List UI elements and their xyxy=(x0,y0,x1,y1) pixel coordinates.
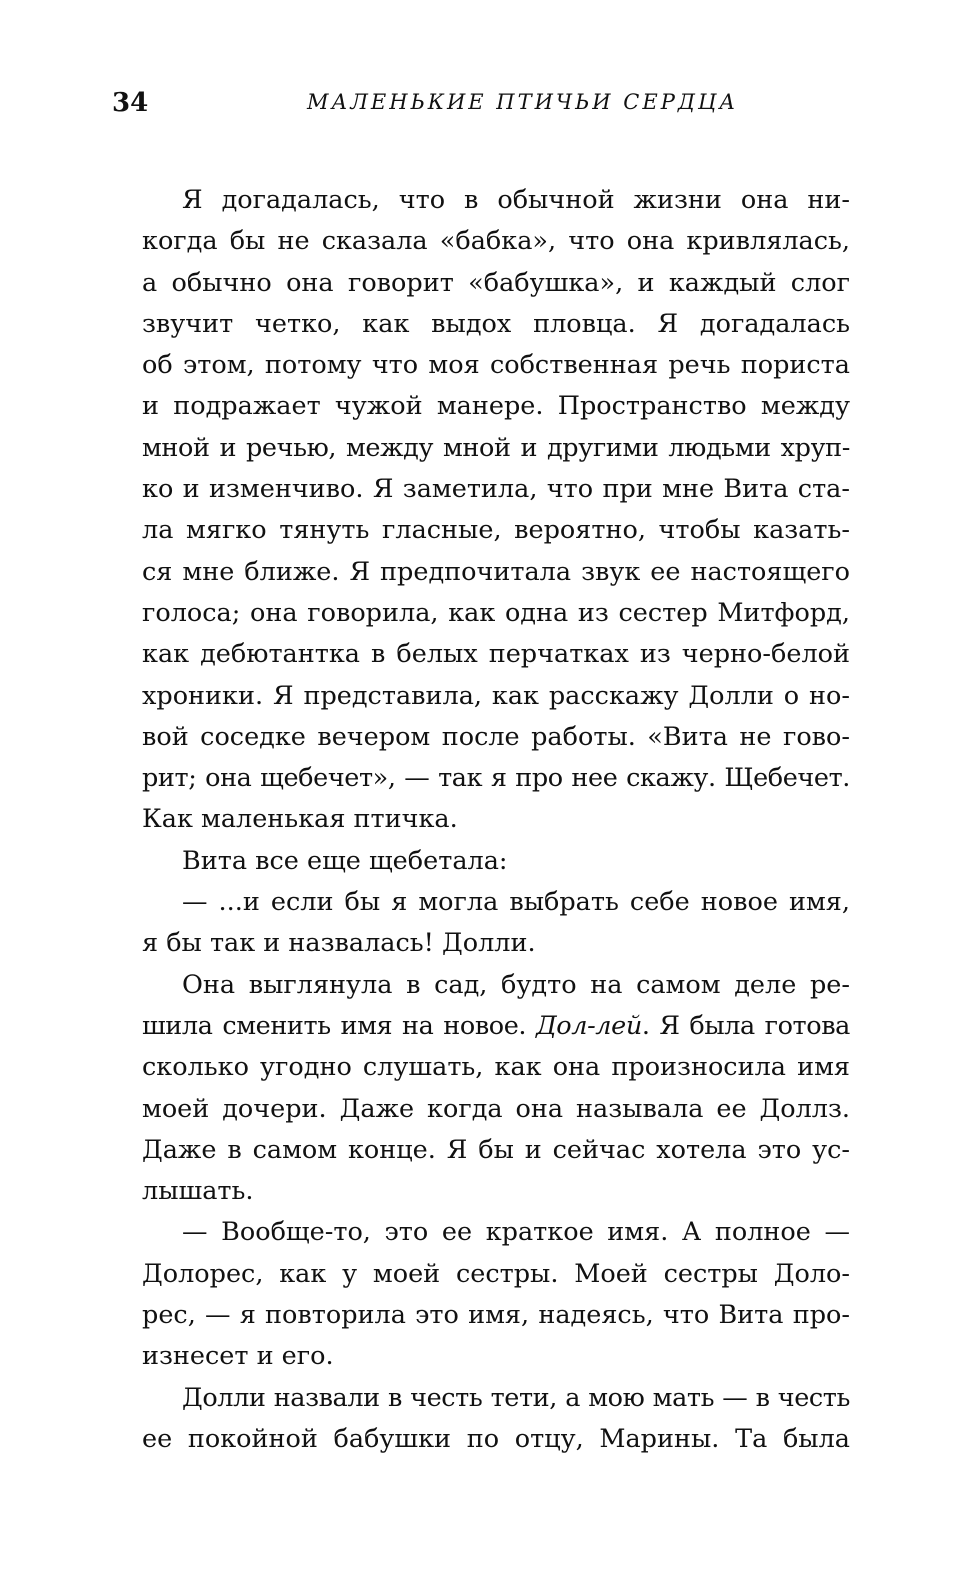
text-line: рит; она щебечет», — так я про нее скажу. Щебечет. xyxy=(142,763,850,794)
text-line: ся мне ближе. Я предпочитала звук ее настоящего xyxy=(142,556,850,587)
text-line: Долорес, как у моей сестры. Моей сестры Доло- xyxy=(142,1258,850,1289)
text-line: мной и речью, между мной и другими людьми хруп- xyxy=(142,432,850,463)
text-line: ла мягко тянуть гласные, вероятно, чтобы казать- xyxy=(142,515,850,546)
text-line: Даже в самом конце. Я бы и сейчас хотела это ус- xyxy=(142,1134,850,1165)
text-line: моей дочери. Даже когда она называла ее Доллз. xyxy=(142,1093,850,1124)
text-line: звучит четко, как выдох пловца. Я догадалась xyxy=(142,308,850,339)
text-line: ко и изменчиво. Я заметила, что при мне Вита ста- xyxy=(142,474,850,505)
text-line: когда бы не сказала «бабка», что она кривлялась, xyxy=(142,226,850,257)
text-line: Долли назвали в честь тети, а мою мать — в честь xyxy=(182,1382,850,1413)
text-line: как дебютантка в белых перчатках из черно-белой xyxy=(142,639,850,670)
running-title: МАЛЕНЬКИЕ ПТИЧЬИ СЕРДЦА xyxy=(307,90,739,114)
page-number: 34 xyxy=(112,88,149,118)
text-segment: шила сменить имя на новое. xyxy=(142,1010,536,1041)
text-line: я бы так и назвалась! Долли. xyxy=(142,928,536,959)
text-line: — ...и если бы я могла выбрать себе новое имя, xyxy=(182,887,850,918)
text-line: вой соседке вечером после работы. «Вита не гово- xyxy=(142,721,850,752)
text-line: ее покойной бабушки по отцу, Марины. Та была xyxy=(142,1423,850,1454)
italic-name: Дол-лей xyxy=(535,1010,642,1041)
text-line: Вита все еще щебетала: xyxy=(182,845,508,876)
body-text xyxy=(142,180,850,1460)
text-line: а обычно она говорит «бабушка», и каждый слог xyxy=(142,267,850,298)
text-segment: . Я была готова xyxy=(641,1010,850,1041)
text-line: голоса; она говорила, как одна из сестер Митфорд, xyxy=(142,597,850,628)
text-line-with-italic xyxy=(142,1006,850,1047)
text-line: Она выглянула в сад, будто на самом деле ре- xyxy=(182,969,850,1000)
text-line: хроники. Я представила, как расскажу Долли о но- xyxy=(142,680,850,711)
text-line: лышать. xyxy=(142,1176,254,1207)
text-line: Как маленькая птичка. xyxy=(142,804,458,835)
text-line: рес, — я повторила это имя, надеясь, что Вита про- xyxy=(142,1300,850,1331)
text-line: сколько угодно слушать, как она произносила имя xyxy=(142,1052,850,1083)
text-line: — Вообще-то, это ее краткое имя. А полное — xyxy=(182,1217,850,1248)
page-header xyxy=(112,88,852,128)
text-line: изнесет и его. xyxy=(142,1341,334,1372)
text-line: Я догадалась, что в обычной жизни она ни- xyxy=(182,185,850,215)
text-line: и подражает чужой манере. Пространство между xyxy=(142,391,850,422)
text-line: об этом, потому что моя собственная речь пориста xyxy=(142,350,850,381)
